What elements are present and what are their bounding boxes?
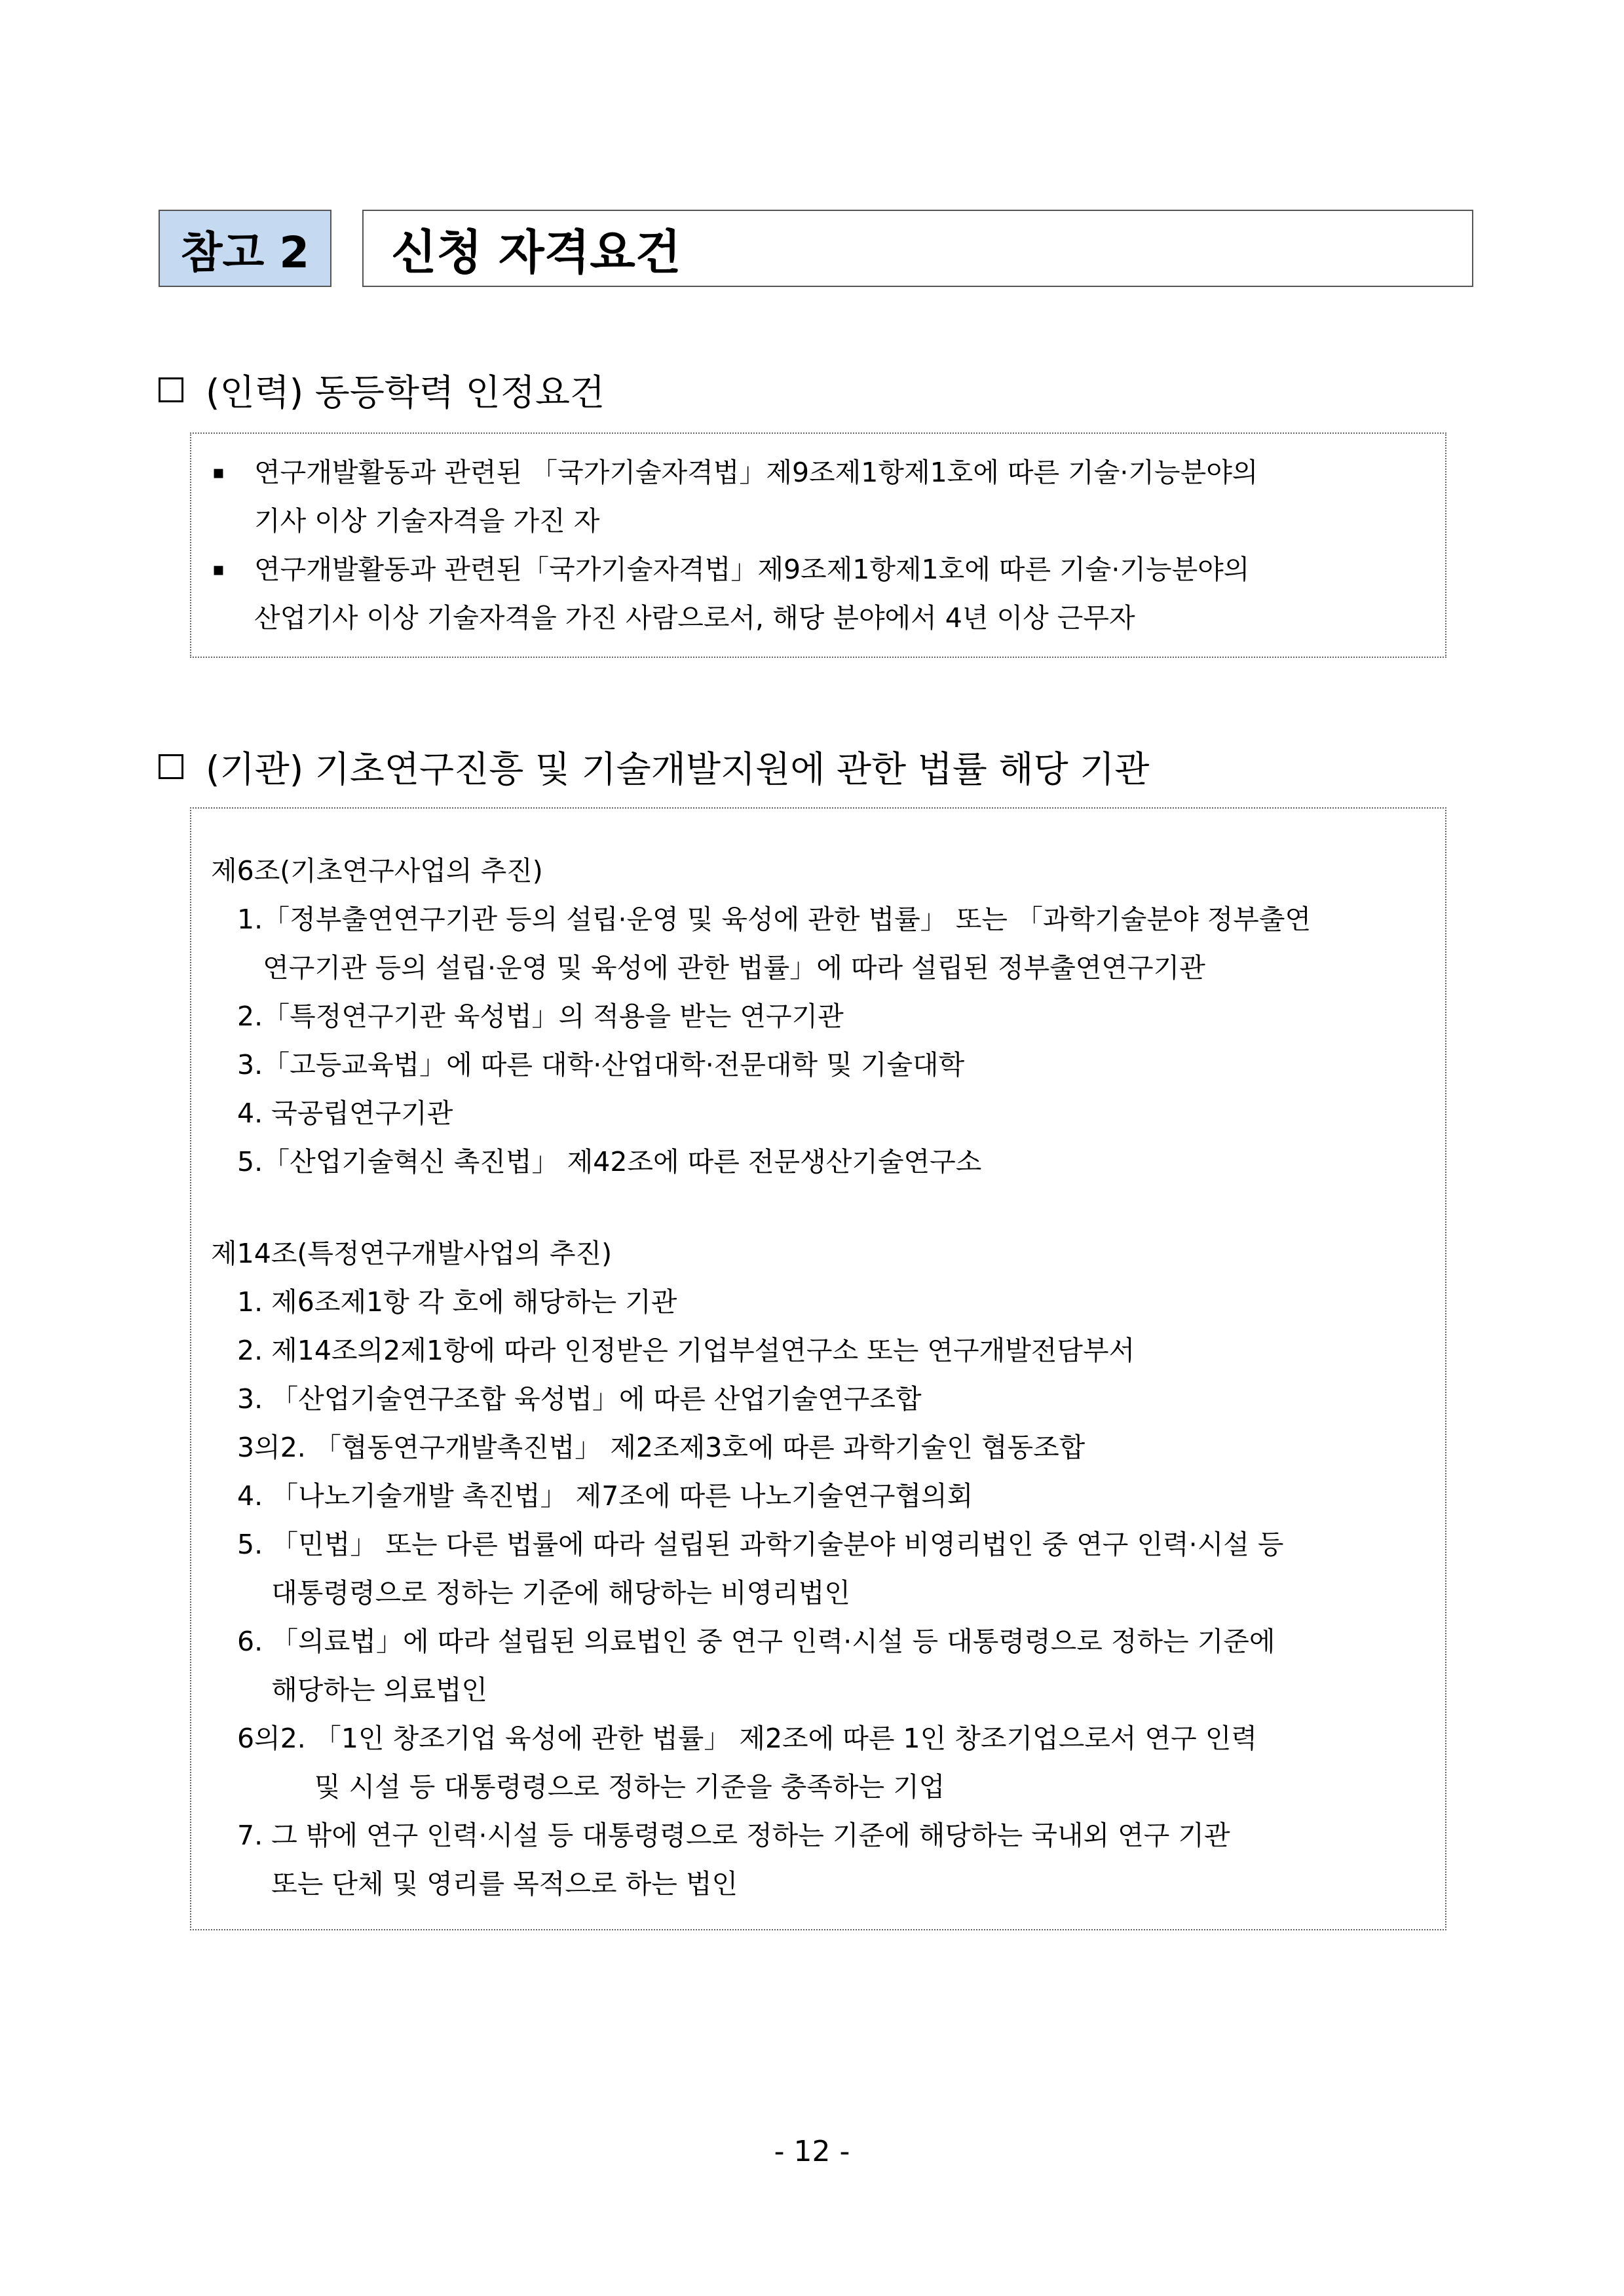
reference-badge [159, 210, 331, 287]
article-14-title: 제14조(특정연구개발사업의 추진) [211, 1238, 613, 1269]
list-item [191, 1041, 1426, 1089]
item-number: 5. [237, 1146, 263, 1177]
list-item [191, 1326, 1426, 1375]
item-number: 5. [237, 1529, 272, 1560]
list-item [191, 1472, 1426, 1520]
section-heading-institutions [159, 740, 1149, 792]
bullet-icon: ▪ [212, 558, 225, 580]
item-number: 7. [237, 1820, 272, 1851]
page-number: - 12 - [774, 2135, 850, 2168]
list-item [191, 1423, 1426, 1472]
personnel-requirements-box [190, 432, 1446, 658]
item-number: 6. [237, 1626, 272, 1657]
item-text [263, 895, 1426, 992]
bullet-icon: ▪ [212, 461, 225, 483]
item-line: 대통령령으로 정하는 기준에 해당하는 비영리법인 [271, 1577, 851, 1609]
item-line: 「의료법」에 따라 설립된 의료법인 중 연구 인력·시설 등 대통령령으로 정하는 기준에 [271, 1626, 1275, 1657]
item-text: 「고등교육법」에 따른 대학·산업대학·전문대학 및 기술대학 [263, 1049, 965, 1081]
item-number: 6의2. [237, 1723, 314, 1754]
item-line: 「민법」 또는 다른 법률에 따라 설립된 과학기술분야 비영리법인 중 연구 인력·시설 등 [271, 1529, 1284, 1560]
item-number: 4. [237, 1098, 272, 1129]
item-number: 2. [237, 1335, 272, 1366]
list-item [191, 1138, 1426, 1186]
list-item [191, 895, 1426, 992]
item-text: 국공립연구기관 [271, 1098, 453, 1129]
checkbox-icon [159, 754, 183, 779]
item-text: 「산업기술혁신 촉진법」 제42조에 따른 전문생산기술연구소 [263, 1146, 982, 1177]
page-title-box [362, 210, 1473, 287]
item-text: 「특정연구기관 육성법」의 적용을 받는 연구기관 [263, 1001, 844, 1032]
reference-badge-label: 참고 2 [180, 227, 310, 278]
item-text [314, 1714, 1426, 1811]
section-heading-personnel [159, 364, 605, 415]
item-text [271, 1520, 1426, 1617]
list-item-line: 산업기사 이상 기술자격을 가진 사람으로서, 해당 분야에서 4년 이상 근무자 [254, 602, 1135, 634]
section-heading-text: (기관) 기초연구진흥 및 기술개발지원에 관한 법률 해당 기관 [206, 748, 1150, 790]
item-number: 3. [237, 1049, 263, 1081]
list-item [191, 1811, 1426, 1908]
list-item [191, 1617, 1426, 1714]
item-line: 「1인 창조기업 육성에 관한 법률」 제2조에 따른 1인 창조기업으로서 연구 인력 [314, 1723, 1257, 1754]
list-item [191, 1520, 1426, 1617]
item-text: 「나노기술개발 촉진법」 제7조에 따른 나노기술연구협의회 [271, 1480, 973, 1512]
list-item-line: 연구개발활동과 관련된「국가기술자격법」제9조제1항제1호에 따른 기술·기능분야의 [254, 554, 1250, 585]
list-item [191, 1278, 1426, 1326]
list-item [191, 1089, 1426, 1138]
item-text: 제6조제1항 각 호에 해당하는 기관 [271, 1286, 677, 1318]
section-heading-text: (인력) 동등학력 인정요건 [206, 372, 605, 413]
item-number: 3의2. [237, 1432, 314, 1463]
item-line: 그 밖에 연구 인력·시설 등 대통령령으로 정하는 기준에 해당하는 국내외 연구 기관 [271, 1820, 1230, 1851]
item-line: 해당하는 의료법인 [271, 1674, 488, 1706]
item-line: 또는 단체 및 영리를 목적으로 하는 법인 [271, 1868, 738, 1900]
checkbox-icon [159, 377, 183, 402]
list-item [191, 545, 1445, 642]
list-item-line: 기사 이상 기술자격을 가진 자 [254, 505, 600, 537]
item-text [271, 1811, 1426, 1908]
list-item [191, 448, 1445, 545]
article-6-title: 제6조(기초연구사업의 추진) [211, 855, 543, 887]
list-item-line: 연구개발활동과 관련된 「국가기술자격법」제9조제1항제1호에 따른 기술·기능분야의 [254, 457, 1258, 488]
item-line: 「정부출연연구기관 등의 설립·운영 및 육성에 관한 법률」 또는 「과학기술분야 정부출연 [263, 904, 1312, 935]
page-title: 신청 자격요건 [391, 225, 681, 280]
item-number: 4. [237, 1480, 272, 1512]
list-item [191, 1714, 1426, 1811]
institutions-law-box [190, 807, 1446, 1930]
item-text: 「협동연구개발촉진법」 제2조제3호에 따른 과학기술인 협동조합 [314, 1432, 1086, 1463]
spacer [191, 1186, 1426, 1229]
list-item [191, 992, 1426, 1041]
list-item [191, 1375, 1426, 1423]
item-text: 제14조의2제1항에 따라 인정받은 기업부설연구소 또는 연구개발전담부서 [271, 1335, 1135, 1366]
item-number: 1. [237, 1286, 272, 1318]
item-line: 및 시설 등 대통령령으로 정하는 기준을 충족하는 기업 [314, 1771, 945, 1803]
item-number: 1. [237, 904, 263, 935]
item-text [271, 1617, 1426, 1714]
item-number: 2. [237, 1001, 263, 1032]
item-text: 「산업기술연구조합 육성법」에 따른 산업기술연구조합 [271, 1383, 922, 1415]
item-line: 연구기관 등의 설립·운영 및 육성에 관한 법률」에 따라 설립된 정부출연연구기관 [263, 952, 1205, 984]
item-number: 3. [237, 1383, 272, 1415]
